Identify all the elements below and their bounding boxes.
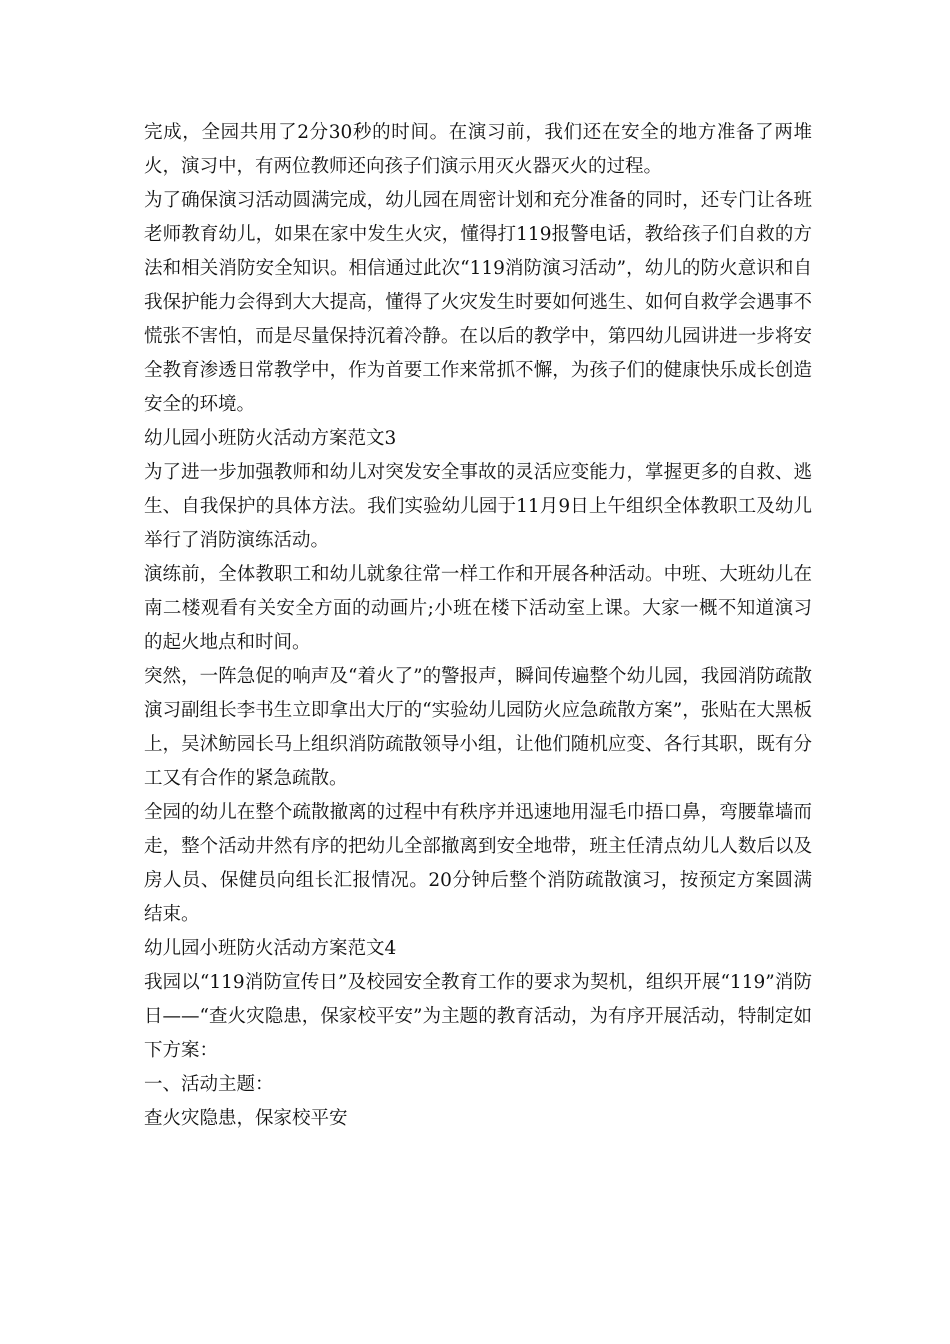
document-body	[144, 116, 812, 1136]
paragraph-activity-theme: 查火灾隐患，保家校平安	[144, 1108, 348, 1129]
paragraph-alarm: 突然，一阵急促的响声及“着火了”的警报声，瞬间传遍整个幼儿园，我园消防疏散演习副组长李书生立即拿出大厅的“实验幼儿园防火应急疏散方案”，张贴在大黑板上，吴沭鲂园长马上组织消防疏散领导小组，让他们随机应变、各行其职，既有分工又有合作的紧急疏散。	[144, 666, 812, 789]
paragraph-drill-summary: 完成，全园共用了2分30秒的时间。在演习前，我们还在安全的地方准备了两堆火，演习中，有两位教师还向孩子们演示用灭火器灭火的过程。	[144, 122, 812, 177]
paragraph-evacuation: 全园的幼儿在整个疏散撤离的过程中有秩序并迅速地用湿毛巾捂口鼻，弯腰靠墙而走，整个活动井然有序的把幼儿全部撤离到安全地带，班主任清点幼儿人数后以及房人员、保健员向组长汇报情况。20分钟后整个消防疏散演习，按预定方案圆满结束。	[144, 802, 812, 925]
section-heading-plan-4: 幼儿园小班防火活动方案范文4	[144, 938, 397, 959]
subheading-activity-theme: 一、活动主题：	[144, 1074, 274, 1095]
paragraph-pre-drill: 演练前，全体教职工和幼儿就象往常一样工作和开展各种活动。中班、大班幼儿在南二楼观看有关安全方面的动画片;小班在楼下活动室上课。大家一概不知道演习的起火地点和时间。	[144, 564, 812, 653]
paragraph-drill-education: 为了确保演习活动圆满完成，幼儿园在周密计划和充分准备的同时，还专门让各班老师教育幼儿，如果在家中发生火灾，懂得打119报警电话，教给孩子们自救的方法和相关消防安全知识。相信通过此次“119消防演习活动”，幼儿的防火意识和自我保护能力会得到大大提高，懂得了火灾发生时要如何逃生、如何自救学会遇事不慌张不害怕，而是尽量保持沉着冷静。在以后的教学中，第四幼儿园讲进一步将安全教育渗透日常教学中，作为首要工作来常抓不懈，为孩子们的健康快乐成长创造安全的环境。	[144, 190, 812, 415]
paragraph-plan-3-intro: 为了进一步加强教师和幼儿对突发安全事故的灵活应变能力，掌握更多的自救、逃生、自我保护的具体方法。我们实验幼儿园于11月9日上午组织全体教职工及幼儿举行了消防演练活动。	[144, 462, 812, 551]
paragraph-plan-4-intro: 我园以“119消防宣传日”及校园安全教育工作的要求为契机，组织开展“119”消防日——“查火灾隐患，保家校平安”为主题的教育活动，为有序开展活动，特制定如下方案：	[144, 972, 812, 1061]
section-heading-plan-3: 幼儿园小班防火活动方案范文3	[144, 428, 397, 449]
